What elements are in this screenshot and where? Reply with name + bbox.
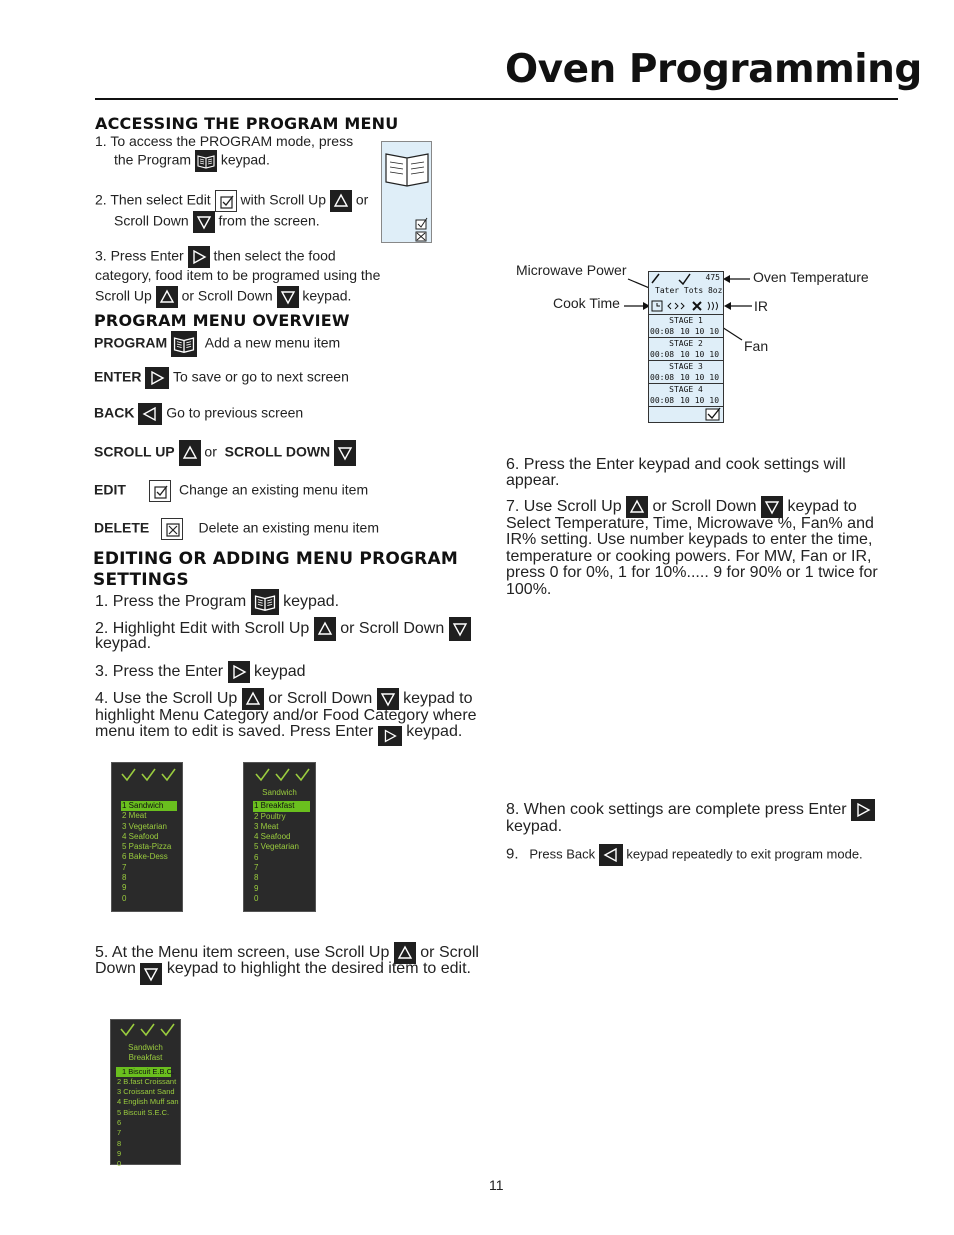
list-item[interactable]: 4 Seafood xyxy=(254,832,291,842)
editing-step4-end: keypad. xyxy=(406,723,463,740)
lcd-stage-name: STAGE 2 xyxy=(669,339,703,348)
scroll-down-key-icon xyxy=(193,211,215,233)
editing-step3-text: 3. Press the Enter xyxy=(95,663,224,681)
editing-step1-end: keypad. xyxy=(283,593,340,611)
editing-heading-1: EDITING OR ADDING MENU PROGRAM xyxy=(93,549,458,569)
access-step3-text4: or Scroll Down xyxy=(181,287,273,304)
scroll-down-key-icon xyxy=(449,617,471,641)
lcd-stage-time: 00:08 xyxy=(650,396,675,405)
selected-list-item[interactable]: 1 Biscuit E.B.C. xyxy=(116,1067,171,1077)
back-key-icon xyxy=(138,403,162,425)
delete-desc: Delete an existing menu item xyxy=(198,519,380,536)
menu-screen-breakfast xyxy=(110,1019,181,1169)
list-item[interactable]: 9 xyxy=(122,883,127,893)
lcd-stage-name: STAGE 1 xyxy=(669,316,703,325)
list-item[interactable]: 7 xyxy=(122,862,127,872)
overview-heading: PROGRAM MENU OVERVIEW xyxy=(94,311,350,330)
list-item[interactable]: 6 Bake-Dess xyxy=(122,852,168,862)
access-step2-text: 2. Then select Edit xyxy=(95,191,211,208)
access-step2-text4: from the screen. xyxy=(218,212,320,229)
overview-program-row xyxy=(94,331,340,357)
lcd-temperature: 475 xyxy=(705,273,720,282)
enter-desc: To save or go to next screen xyxy=(172,368,349,385)
list-item[interactable]: 8 xyxy=(254,873,259,883)
page-title: Oven Programming xyxy=(505,47,922,92)
list-item[interactable]: 5 Pasta-Pizza xyxy=(122,842,172,852)
step7-text3: keypad to xyxy=(787,498,857,516)
label-oven-temperature: Oven Temperature xyxy=(753,269,869,285)
label-cook-time: Cook Time xyxy=(553,295,620,311)
book-icon xyxy=(382,142,433,244)
editing-step2-text2: or Scroll Down xyxy=(340,620,445,638)
list-item[interactable]: 5 Biscuit S.E.C. xyxy=(117,1107,170,1117)
access-step3-text: 3. Press Enter xyxy=(95,247,184,264)
access-step2-text2: with Scroll Up xyxy=(240,191,327,208)
editing-step2 xyxy=(95,617,471,641)
program-key-icon xyxy=(171,331,197,357)
access-step3-text2: then select the food xyxy=(213,247,336,264)
scroll-up-key-icon xyxy=(156,286,178,308)
list-item[interactable]: 6 xyxy=(117,1118,122,1128)
list-item[interactable]: 8 xyxy=(117,1138,122,1148)
label-ir: IR xyxy=(754,298,768,314)
delete-key-icon xyxy=(161,518,183,540)
menu-screen-sandwich xyxy=(243,762,316,912)
delete-label: DELETE xyxy=(94,519,150,536)
access-step2 xyxy=(95,190,368,212)
access-step3-text3: Scroll Up xyxy=(95,287,152,304)
enter-key-icon xyxy=(145,367,169,389)
scroll-up-key-icon xyxy=(330,190,352,212)
edit-key-icon xyxy=(149,480,171,502)
scroll-down-key-icon xyxy=(277,286,299,308)
lcd-stage-v1: 10 xyxy=(680,373,690,382)
enter-key-icon xyxy=(228,661,250,683)
back-desc: Go to previous screen xyxy=(166,404,304,421)
lcd-stage-v3: 10 xyxy=(709,350,720,359)
screen2-header: Sandwich xyxy=(262,788,297,797)
scroll-or: or xyxy=(204,443,217,460)
lcd-stage-time: 00:08 xyxy=(650,327,675,336)
enter-key-icon xyxy=(188,246,210,268)
editing-step1 xyxy=(95,589,339,615)
list-item[interactable]: 8 xyxy=(122,873,127,883)
back-label: BACK xyxy=(94,404,135,421)
back-key-icon xyxy=(599,844,623,866)
list-item[interactable]: 0 xyxy=(122,893,127,903)
lcd-icons-row xyxy=(649,299,723,313)
editing-step5-text: 5. At the Menu item screen, use Scroll Up xyxy=(95,944,390,962)
enter-label: ENTER xyxy=(94,368,142,385)
list-item[interactable]: 3 Meat xyxy=(254,821,279,831)
list-item[interactable]: 0 xyxy=(254,893,259,903)
lcd-stage-v1: 10 xyxy=(680,350,690,359)
lcd-stage-name: STAGE 4 xyxy=(669,385,703,394)
editing-step3-end: keypad xyxy=(253,663,306,681)
enter-key-icon xyxy=(851,799,875,821)
checkmarks-icon xyxy=(254,767,314,783)
editing-heading-2: SETTINGS xyxy=(93,570,189,590)
editing-step5-text3: Down xyxy=(95,960,136,977)
title-rule xyxy=(95,98,898,100)
lcd-stage xyxy=(649,337,723,360)
lcd-stage-v1: 10 xyxy=(680,327,690,336)
step7-text: 7. Use Scroll Up xyxy=(506,498,622,516)
lcd-save-icon xyxy=(705,407,721,421)
edit-key-icon xyxy=(215,190,237,212)
lcd-stage-v2: 10 xyxy=(694,350,705,359)
list-item[interactable]: 2 B.fast Croissant xyxy=(117,1076,177,1086)
access-step3-line2: category, food item to be programed using the xyxy=(95,267,381,283)
selected-list-item[interactable]: 1 Breakfast xyxy=(253,801,310,811)
lcd-stage-v2: 10 xyxy=(694,373,705,382)
checkmarks-icon xyxy=(119,1022,179,1038)
list-item[interactable]: 3 Vegetarian xyxy=(122,821,167,831)
lcd-stage-v3: 10 xyxy=(709,373,720,382)
scroll-down-key-icon xyxy=(334,440,356,466)
list-item[interactable]: 7 xyxy=(117,1128,122,1138)
step9-num: 9. xyxy=(506,845,519,863)
editing-step2-line2: keypad. xyxy=(95,635,152,652)
scroll-down-label: SCROLL DOWN xyxy=(224,443,331,460)
editing-step4-text3: keypad to xyxy=(403,690,473,708)
step9 xyxy=(506,844,863,866)
step9-text: Press Back xyxy=(529,846,596,862)
step7-line6: 100%. xyxy=(506,581,552,598)
step8-line2: keypad. xyxy=(506,818,563,835)
lcd-stage xyxy=(649,314,723,337)
access-step2-text3: Scroll Down xyxy=(114,212,189,229)
step7-text2: or Scroll Down xyxy=(652,498,757,516)
list-item[interactable]: 7 xyxy=(254,863,259,873)
access-step1b xyxy=(114,150,270,172)
list-item[interactable]: 2 Poultry xyxy=(254,811,286,821)
edit-desc: Change an existing menu item xyxy=(179,481,369,498)
access-step1-end: keypad. xyxy=(220,151,270,168)
editing-step5-line2 xyxy=(95,961,471,985)
step7-line2: Select Temperature, Time, Microwave %, Fan% and xyxy=(506,515,874,532)
editing-step4-text: 4. Use the Scroll Up xyxy=(95,690,238,708)
list-item[interactable]: 9 xyxy=(254,883,259,893)
lcd-stage-v1: 10 xyxy=(680,396,690,405)
list-item[interactable]: 0 xyxy=(117,1159,122,1169)
lcd-stage-time: 00:08 xyxy=(650,350,675,359)
editing-step5-text4: keypad to highlight the desired item to edit. xyxy=(166,960,471,977)
program-desc: Add a new menu item xyxy=(204,334,341,351)
screen3-header2: Breakfast xyxy=(128,1053,163,1063)
access-step2-line2 xyxy=(114,211,320,233)
enter-key-icon xyxy=(378,726,402,746)
editing-step5-text2: or Scroll xyxy=(420,944,479,962)
step7-line3: IR% setting. Use number keypads to enter the time, xyxy=(506,531,873,548)
lcd-item-name: Tater Tots 8oz xyxy=(655,286,723,295)
access-heading: ACCESSING THE PROGRAM MENU xyxy=(95,114,399,133)
page-number: 11 xyxy=(489,1177,504,1193)
overview-scroll-row xyxy=(94,440,356,466)
list-item[interactable]: 2 Meat xyxy=(122,811,147,821)
program-key-icon xyxy=(195,150,217,172)
menu-screen-categories xyxy=(111,762,183,912)
editing-step4-text2: or Scroll Down xyxy=(268,690,373,708)
access-step1: 1. To access the PROGRAM mode, press xyxy=(95,133,354,149)
list-item[interactable]: 9 xyxy=(117,1148,122,1158)
lcd-stage-v2: 10 xyxy=(694,396,705,405)
program-label: PROGRAM xyxy=(94,334,168,351)
lcd-stage xyxy=(649,360,723,383)
list-item[interactable]: 4 English Muff san xyxy=(117,1097,179,1107)
lcd-stage-name: STAGE 3 xyxy=(669,362,703,371)
editing-step3 xyxy=(95,661,306,683)
lcd-stage-v3: 10 xyxy=(709,396,720,405)
list-item[interactable]: 3 Croissant Sand xyxy=(117,1087,175,1097)
overview-enter-row xyxy=(94,367,349,389)
access-step1-text: the Program xyxy=(114,151,192,168)
editing-step4-line2: highlight Menu Category and/or Food Category where xyxy=(95,707,477,724)
scroll-down-key-icon xyxy=(140,963,162,985)
step9-text2: keypad repeatedly to exit program mode. xyxy=(626,846,863,862)
scroll-up-label: SCROLL UP xyxy=(94,443,175,460)
editing-step4-text4: menu item to edit is saved. Press Enter xyxy=(95,723,374,740)
overview-back-row xyxy=(94,403,303,425)
lcd-stage-time: 00:08 xyxy=(650,373,675,382)
lcd-stage-v2: 10 xyxy=(694,327,705,336)
access-step3-line3 xyxy=(95,286,351,308)
cook-settings-lcd xyxy=(648,271,724,423)
list-item[interactable]: 4 Seafood xyxy=(122,831,159,841)
checkmarks-icon xyxy=(120,767,180,783)
access-step3-text5: keypad. xyxy=(302,287,352,304)
editing-step4-line3 xyxy=(95,724,462,746)
label-microwave-power: Microwave Power xyxy=(516,262,627,278)
step7-line4: temperature or cooking powers. For MW, Fan or IR, xyxy=(506,548,872,565)
edit-label: EDIT xyxy=(94,481,126,498)
selected-list-item[interactable]: 1 Sandwich xyxy=(121,801,177,811)
access-step2-or: or xyxy=(355,191,369,208)
step8-text: 8. When cook settings are complete press Enter xyxy=(506,801,847,819)
list-item[interactable]: 6 xyxy=(254,852,259,862)
lcd-stage xyxy=(649,383,723,406)
program-key-icon xyxy=(251,589,279,615)
step6: 6. Press the Enter keypad and cook settings will appear. xyxy=(506,456,846,489)
scroll-up-key-icon xyxy=(314,617,336,641)
list-item[interactable]: 5 Vegetarian xyxy=(254,842,299,852)
scroll-up-key-icon xyxy=(179,440,201,466)
editing-step1-text: 1. Press the Program xyxy=(95,593,247,611)
program-screen-illustration xyxy=(381,141,432,243)
overview-delete-row xyxy=(94,518,379,540)
overview-edit-row xyxy=(94,480,368,502)
access-step3 xyxy=(95,246,336,268)
label-fan: Fan xyxy=(744,338,769,354)
editing-step2-text: 2. Highlight Edit with Scroll Up xyxy=(95,620,310,638)
step7-line5: press 0 for 0%, 1 for 10%..... 9 for 90% or 1 twice for xyxy=(506,564,878,581)
screen3-header1: Sandwich xyxy=(128,1043,163,1052)
lcd-stage-v3: 10 xyxy=(709,327,720,336)
